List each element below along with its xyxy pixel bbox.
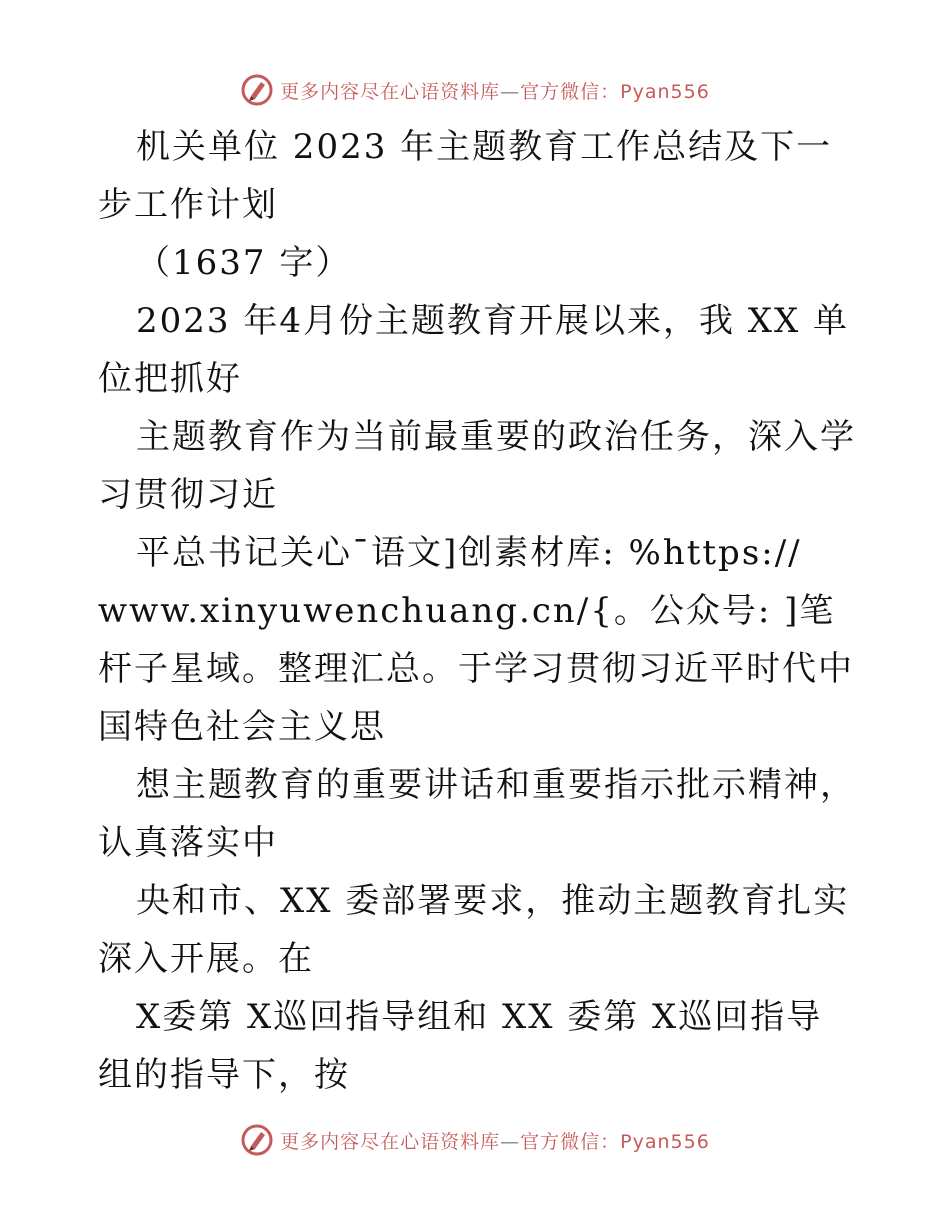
document-title: 机关单位 2023 年主题教育工作总结及下一步工作计划 <box>98 127 833 225</box>
pen-logo-icon <box>240 1123 274 1157</box>
paragraph-6: 央和市、XX 委部署要求，推动主题教育扎实深入开展。在 <box>98 881 850 979</box>
word-count: （1637 字） <box>136 243 352 283</box>
footer-banner <box>0 1120 950 1160</box>
document-body <box>98 118 858 1104</box>
pen-logo-icon <box>240 73 274 107</box>
footer-banner-wechat: 官方微信：Pyan556 <box>520 1130 710 1153</box>
footer-banner-text: 更多内容尽在心语资料库 <box>280 1130 501 1153</box>
paragraph-4: www.xinyuwenchuang.cn/{。公众号: ]笔杆子星域。整理汇总。于学习贯彻习近平时代中国特色社会主义思 <box>98 591 854 747</box>
paragraph-3: 平总书记关心¯语文]创素材库: %https:// <box>136 533 802 573</box>
paragraph-5: 想主题教育的重要讲话和重要指示批示精神，认真落实中 <box>98 765 856 863</box>
paragraph-1: 2023 年4月份主题教育开展以来，我 XX 单位把抓好 <box>98 301 849 399</box>
header-banner <box>0 70 950 110</box>
header-banner-sep: — <box>500 80 521 103</box>
header-banner-text: 更多内容尽在心语资料库 <box>280 80 501 103</box>
paragraph-2: 主题教育作为当前最重要的政治任务，深入学习贯彻习近 <box>98 417 856 515</box>
header-banner-wechat: 官方微信：Pyan556 <box>520 80 710 103</box>
paragraph-7: X委第 X巡回指导组和 XX 委第 X巡回指导组的指导下，按 <box>98 997 823 1095</box>
footer-banner-sep: — <box>500 1130 521 1153</box>
